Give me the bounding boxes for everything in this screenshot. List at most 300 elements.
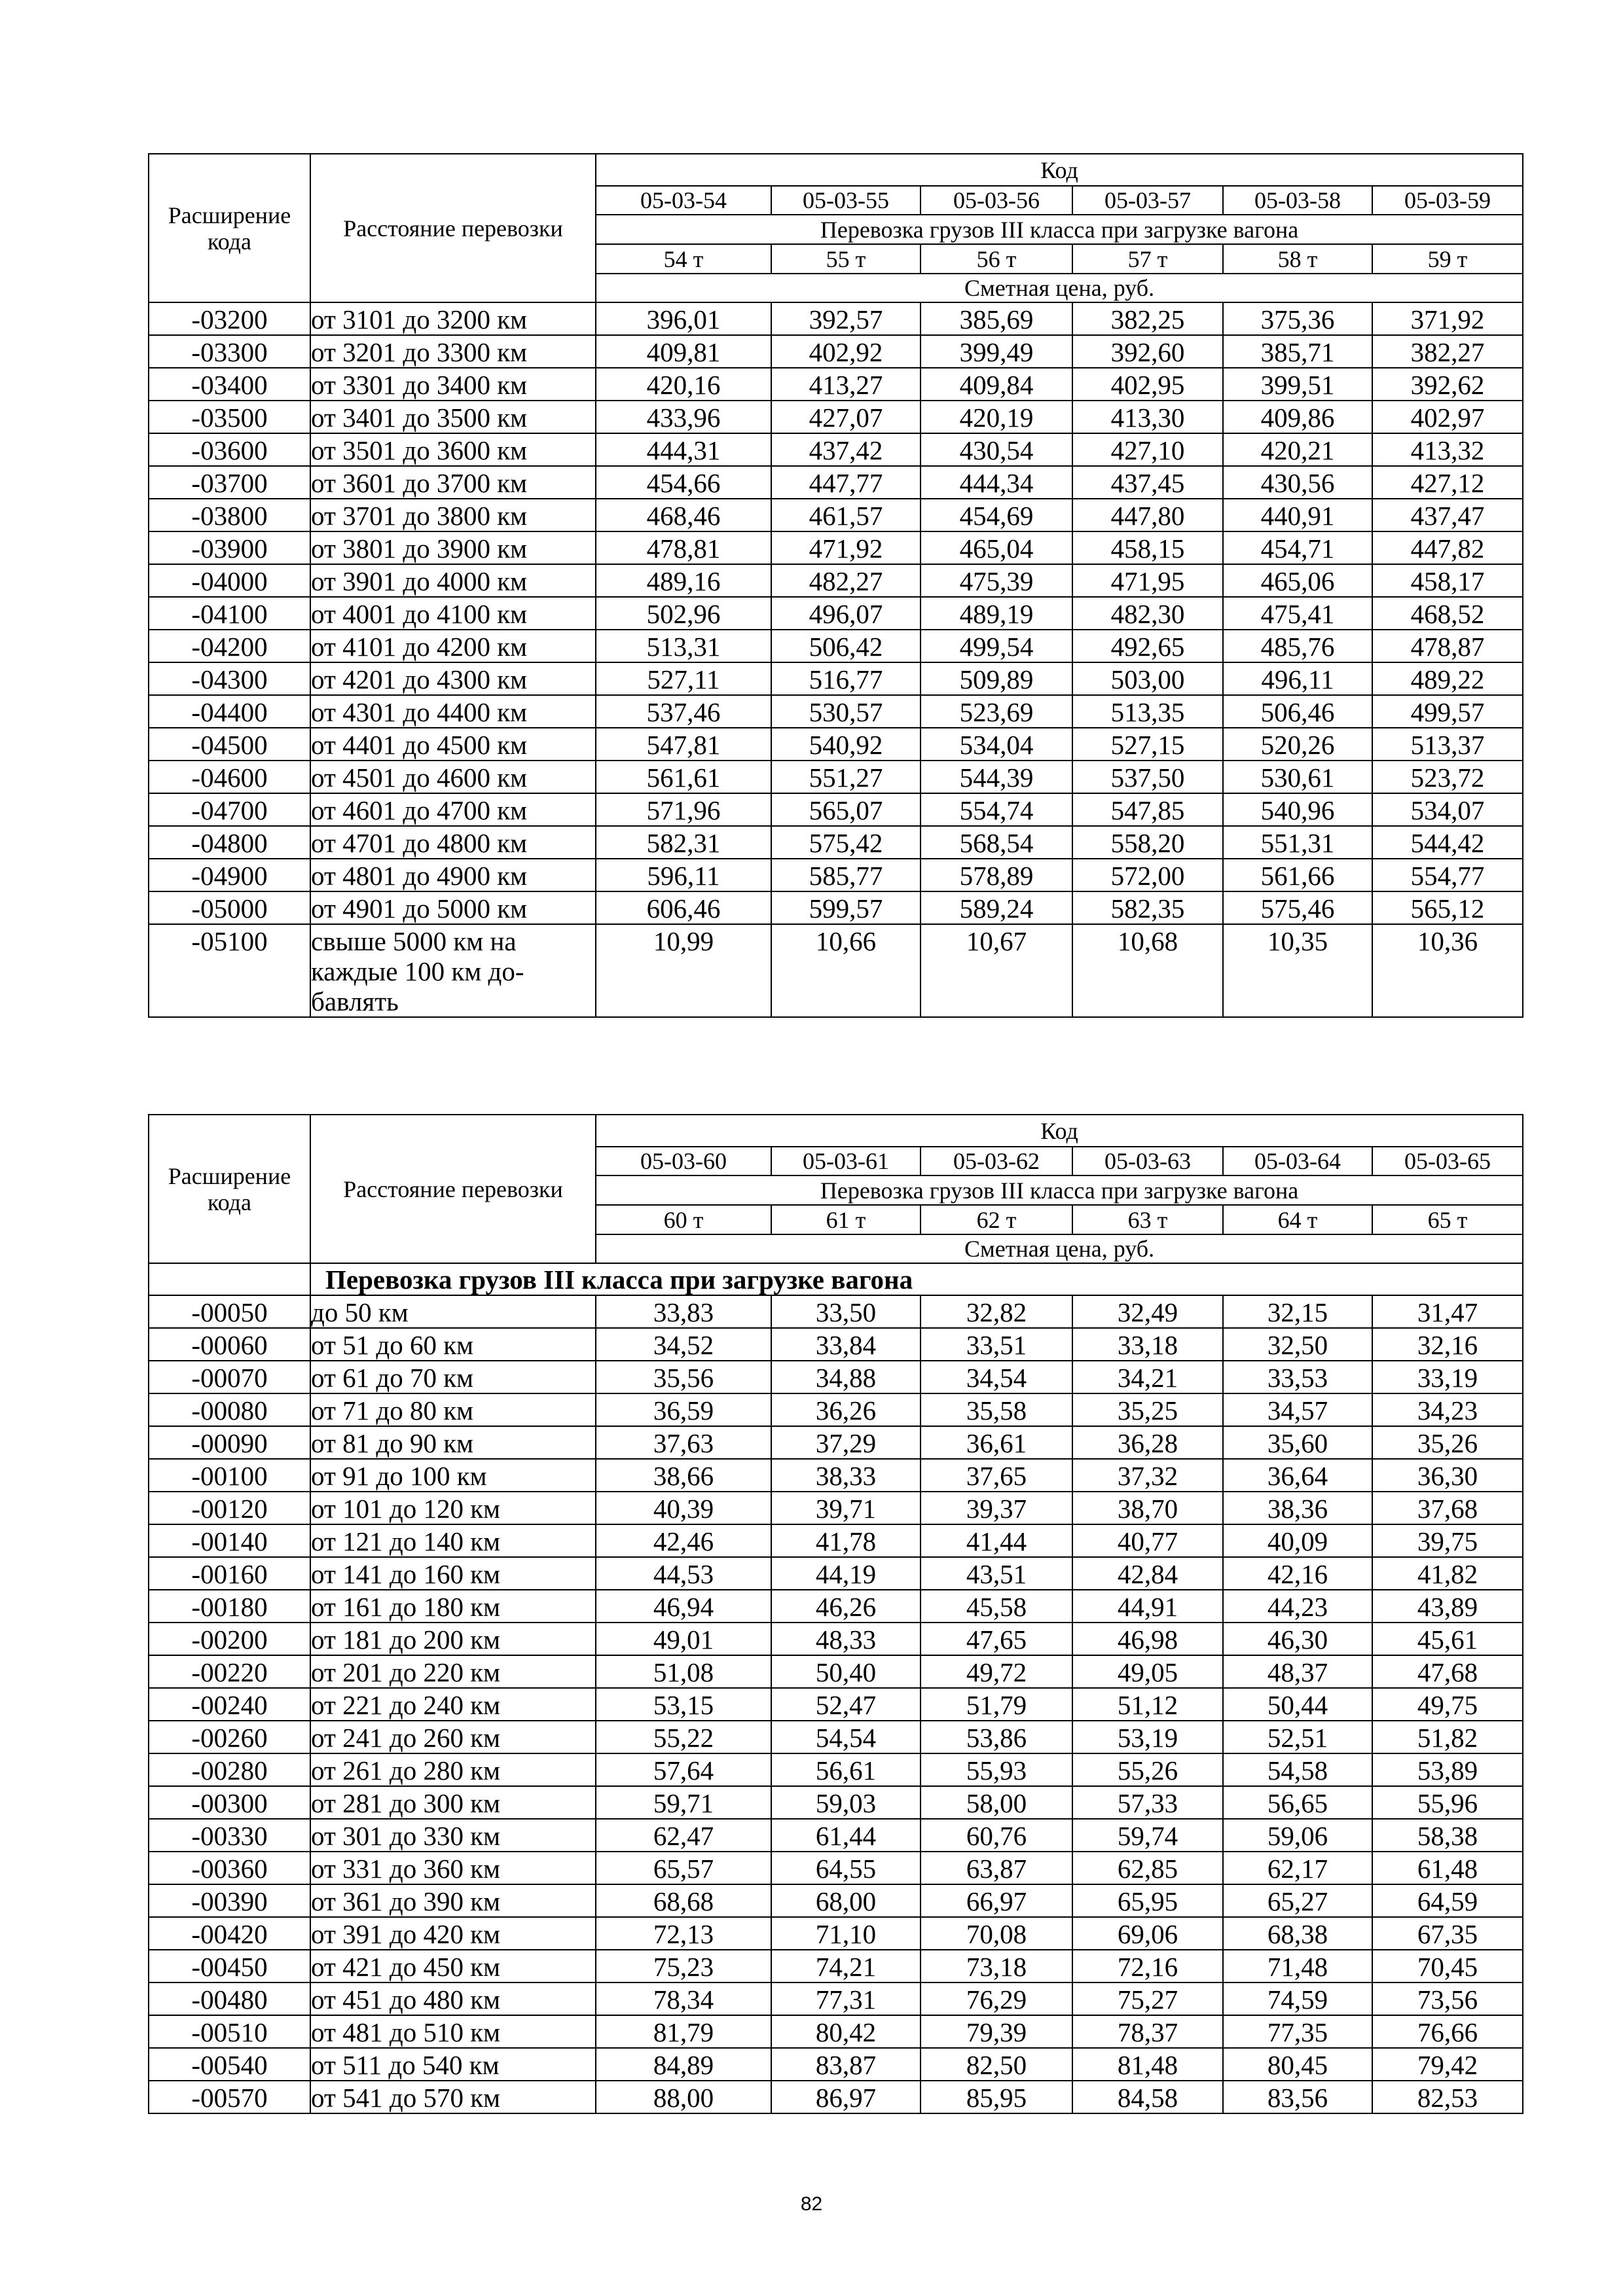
price-cell: 50,40	[771, 1655, 921, 1688]
distance-cell: от 451 до 480 км	[310, 1982, 596, 2015]
header-distance: Расстояние перевозки	[310, 1115, 596, 1263]
price-cell: 10,35	[1223, 924, 1372, 1017]
header-load: 57 т	[1072, 244, 1223, 274]
price-cell: 36,30	[1372, 1459, 1523, 1492]
price-cell: 47,65	[921, 1623, 1072, 1655]
price-cell: 49,72	[921, 1655, 1072, 1688]
section-row	[149, 1263, 1523, 1295]
table-row	[149, 1361, 1523, 1393]
price-cell: 38,66	[596, 1459, 771, 1492]
price-cell: 74,21	[771, 1950, 921, 1982]
price-cell: 547,85	[1072, 793, 1223, 826]
price-cell: 34,23	[1372, 1393, 1523, 1426]
table-row	[149, 1917, 1523, 1950]
price-cell: 468,52	[1372, 597, 1523, 630]
price-cell: 41,78	[771, 1524, 921, 1557]
rate-table-header	[149, 1115, 1523, 1263]
extension-code-cell: -00540	[149, 2048, 310, 2081]
price-cell: 76,66	[1372, 2015, 1523, 2048]
price-cell: 502,96	[596, 597, 771, 630]
price-cell: 37,68	[1372, 1492, 1523, 1524]
price-cell: 45,61	[1372, 1623, 1523, 1655]
distance-cell: от 3701 до 3800 км	[310, 499, 596, 531]
price-cell: 33,18	[1072, 1328, 1223, 1361]
table-row	[149, 630, 1523, 662]
price-cell: 82,53	[1372, 2081, 1523, 2113]
extension-code-cell: -03800	[149, 499, 310, 531]
price-cell: 471,92	[771, 531, 921, 564]
price-cell: 392,60	[1072, 335, 1223, 368]
price-cell: 33,83	[596, 1295, 771, 1328]
price-cell: 79,42	[1372, 2048, 1523, 2081]
price-cell: 10,99	[596, 924, 771, 1017]
price-cell: 506,46	[1223, 695, 1372, 728]
price-cell: 520,26	[1223, 728, 1372, 761]
price-cell: 437,47	[1372, 499, 1523, 531]
distance-cell: от 4601 до 4700 км	[310, 793, 596, 826]
price-cell: 458,17	[1372, 564, 1523, 597]
price-cell: 447,77	[771, 466, 921, 499]
extension-code-cell: -00450	[149, 1950, 310, 1982]
price-cell: 599,57	[771, 891, 921, 924]
price-cell: 475,41	[1223, 597, 1372, 630]
distance-cell: от 3601 до 3700 км	[310, 466, 596, 499]
price-cell: 54,54	[771, 1721, 921, 1753]
distance-cell: от 4301 до 4400 км	[310, 695, 596, 728]
header-load: 58 т	[1223, 244, 1372, 274]
price-cell: 56,65	[1223, 1786, 1372, 1819]
price-cell: 53,89	[1372, 1753, 1523, 1786]
price-cell: 447,80	[1072, 499, 1223, 531]
table-row	[149, 401, 1523, 433]
header-price-label: Сметная цена, руб.	[596, 274, 1523, 302]
price-cell: 371,92	[1372, 302, 1523, 335]
extension-code-cell: -03500	[149, 401, 310, 433]
price-cell: 444,31	[596, 433, 771, 466]
price-cell: 10,66	[771, 924, 921, 1017]
price-cell: 78,37	[1072, 2015, 1223, 2048]
price-cell: 39,71	[771, 1492, 921, 1524]
price-cell: 572,00	[1072, 859, 1223, 891]
price-cell: 72,13	[596, 1917, 771, 1950]
price-cell: 59,71	[596, 1786, 771, 1819]
table-row	[149, 1524, 1523, 1557]
price-cell: 37,29	[771, 1426, 921, 1459]
price-cell: 427,07	[771, 401, 921, 433]
price-cell: 396,01	[596, 302, 771, 335]
table-row	[149, 662, 1523, 695]
price-cell: 537,46	[596, 695, 771, 728]
price-cell: 568,54	[921, 826, 1072, 859]
price-cell: 70,08	[921, 1917, 1072, 1950]
price-cell: 58,00	[921, 1786, 1072, 1819]
price-cell: 10,36	[1372, 924, 1523, 1017]
price-cell: 399,51	[1223, 368, 1372, 401]
distance-cell: от 4501 до 4600 км	[310, 761, 596, 793]
price-cell: 38,33	[771, 1459, 921, 1492]
price-cell: 499,54	[921, 630, 1072, 662]
price-cell: 527,15	[1072, 728, 1223, 761]
price-cell: 33,51	[921, 1328, 1072, 1361]
price-cell: 489,22	[1372, 662, 1523, 695]
price-cell: 68,38	[1223, 1917, 1372, 1950]
price-cell: 64,59	[1372, 1884, 1523, 1917]
price-cell: 575,42	[771, 826, 921, 859]
price-cell: 10,68	[1072, 924, 1223, 1017]
price-cell: 82,50	[921, 2048, 1072, 2081]
price-cell: 513,31	[596, 630, 771, 662]
distance-cell: от 301 до 330 км	[310, 1819, 596, 1852]
price-cell: 63,87	[921, 1852, 1072, 1884]
price-cell: 51,82	[1372, 1721, 1523, 1753]
price-cell: 544,42	[1372, 826, 1523, 859]
price-cell: 65,27	[1223, 1884, 1372, 1917]
extension-code-cell: -03400	[149, 368, 310, 401]
price-cell: 427,10	[1072, 433, 1223, 466]
price-cell: 37,65	[921, 1459, 1072, 1492]
price-cell: 585,77	[771, 859, 921, 891]
distance-cell: от 541 до 570 км	[310, 2081, 596, 2113]
extension-code-cell: -00050	[149, 1295, 310, 1328]
price-cell: 41,44	[921, 1524, 1072, 1557]
price-cell: 575,46	[1223, 891, 1372, 924]
price-cell: 413,27	[771, 368, 921, 401]
price-cell: 62,47	[596, 1819, 771, 1852]
table-row	[149, 564, 1523, 597]
price-cell: 67,35	[1372, 1917, 1523, 1950]
table-row	[149, 1623, 1523, 1655]
price-cell: 516,77	[771, 662, 921, 695]
price-cell: 60,76	[921, 1819, 1072, 1852]
price-cell: 471,95	[1072, 564, 1223, 597]
price-cell: 413,30	[1072, 401, 1223, 433]
price-cell: 513,37	[1372, 728, 1523, 761]
table-row	[149, 302, 1523, 335]
price-cell: 35,56	[596, 1361, 771, 1393]
price-cell: 385,71	[1223, 335, 1372, 368]
distance-cell: от 481 до 510 км	[310, 2015, 596, 2048]
price-cell: 70,45	[1372, 1950, 1523, 1982]
header-price-label: Сметная цена, руб.	[596, 1234, 1523, 1263]
price-cell: 523,72	[1372, 761, 1523, 793]
price-cell: 76,29	[921, 1982, 1072, 2015]
distance-cell: от 4801 до 4900 км	[310, 859, 596, 891]
price-cell: 437,45	[1072, 466, 1223, 499]
price-cell: 85,95	[921, 2081, 1072, 2113]
extension-code-cell: -00510	[149, 2015, 310, 2048]
price-cell: 530,57	[771, 695, 921, 728]
price-cell: 37,63	[596, 1426, 771, 1459]
distance-cell: от 51 до 60 км	[310, 1328, 596, 1361]
price-cell: 399,49	[921, 335, 1072, 368]
price-cell: 551,31	[1223, 826, 1372, 859]
extension-code-cell: -00140	[149, 1524, 310, 1557]
rate-table-2	[148, 1114, 1523, 2114]
price-cell: 430,56	[1223, 466, 1372, 499]
table-row	[149, 1982, 1523, 2015]
table-row	[149, 1884, 1523, 1917]
price-cell: 55,22	[596, 1721, 771, 1753]
price-cell: 42,84	[1072, 1557, 1223, 1590]
extension-code-cell: -00200	[149, 1623, 310, 1655]
table-row	[149, 793, 1523, 826]
distance-cell: от 4701 до 4800 км	[310, 826, 596, 859]
price-cell: 499,57	[1372, 695, 1523, 728]
price-cell: 489,19	[921, 597, 1072, 630]
price-cell: 59,74	[1072, 1819, 1223, 1852]
price-cell: 558,20	[1072, 826, 1223, 859]
price-cell: 40,09	[1223, 1524, 1372, 1557]
table-row	[149, 1295, 1523, 1328]
price-cell: 45,58	[921, 1590, 1072, 1623]
distance-cell: свыше 5000 км на каждые 100 км до- бавлять	[310, 924, 596, 1017]
price-cell: 554,74	[921, 793, 1072, 826]
extension-code-cell: -03600	[149, 433, 310, 466]
price-cell: 447,82	[1372, 531, 1523, 564]
table-row	[149, 728, 1523, 761]
rate-table-header	[149, 154, 1523, 302]
rate-table-body	[149, 1263, 1523, 2113]
price-cell: 35,60	[1223, 1426, 1372, 1459]
header-cargo-description: Перевозка грузов III класса при загрузке вагона	[596, 215, 1523, 244]
price-cell: 402,95	[1072, 368, 1223, 401]
price-cell: 49,05	[1072, 1655, 1223, 1688]
table-row	[149, 368, 1523, 401]
table-row	[149, 597, 1523, 630]
price-cell: 465,04	[921, 531, 1072, 564]
price-cell: 53,15	[596, 1688, 771, 1721]
distance-cell: от 3501 до 3600 км	[310, 433, 596, 466]
price-cell: 402,97	[1372, 401, 1523, 433]
price-cell: 34,88	[771, 1361, 921, 1393]
price-cell: 547,81	[596, 728, 771, 761]
table-row	[149, 1721, 1523, 1753]
price-cell: 48,37	[1223, 1655, 1372, 1688]
price-cell: 43,89	[1372, 1590, 1523, 1623]
table-row	[149, 924, 1523, 1017]
price-cell: 578,89	[921, 859, 1072, 891]
distance-cell: от 3101 до 3200 км	[310, 302, 596, 335]
header-cargo-description: Перевозка грузов III класса при загрузке вагона	[596, 1175, 1523, 1205]
header-load: 60 т	[596, 1205, 771, 1234]
price-cell: 88,00	[596, 2081, 771, 2113]
price-cell: 440,91	[1223, 499, 1372, 531]
price-cell: 420,19	[921, 401, 1072, 433]
extension-code-cell: -00120	[149, 1492, 310, 1524]
price-cell: 37,32	[1072, 1459, 1223, 1492]
header-code: 05-03-63	[1072, 1147, 1223, 1175]
price-cell: 51,12	[1072, 1688, 1223, 1721]
price-cell: 554,77	[1372, 859, 1523, 891]
price-cell: 392,62	[1372, 368, 1523, 401]
price-cell: 10,67	[921, 924, 1072, 1017]
price-cell: 46,98	[1072, 1623, 1223, 1655]
price-cell: 62,17	[1223, 1852, 1372, 1884]
price-cell: 458,15	[1072, 531, 1223, 564]
price-cell: 589,24	[921, 891, 1072, 924]
price-cell: 38,70	[1072, 1492, 1223, 1524]
distance-cell: от 241 до 260 км	[310, 1721, 596, 1753]
price-cell: 32,15	[1223, 1295, 1372, 1328]
distance-cell: от 261 до 280 км	[310, 1753, 596, 1786]
distance-cell: от 4401 до 4500 км	[310, 728, 596, 761]
extension-code-cell: -04800	[149, 826, 310, 859]
distance-cell: от 3401 до 3500 км	[310, 401, 596, 433]
price-cell: 81,79	[596, 2015, 771, 2048]
price-cell: 65,57	[596, 1852, 771, 1884]
header-load: 59 т	[1372, 244, 1523, 274]
price-cell: 72,16	[1072, 1950, 1223, 1982]
extension-code-cell: -04400	[149, 695, 310, 728]
price-cell: 77,35	[1223, 2015, 1372, 2048]
price-cell: 534,07	[1372, 793, 1523, 826]
extension-code-cell: -00360	[149, 1852, 310, 1884]
extension-code-cell: -04200	[149, 630, 310, 662]
price-cell: 84,89	[596, 2048, 771, 2081]
table-row	[149, 1688, 1523, 1721]
price-cell: 61,44	[771, 1819, 921, 1852]
header-code-label: Код	[596, 154, 1523, 186]
distance-cell: от 4201 до 4300 км	[310, 662, 596, 695]
price-cell: 50,44	[1223, 1688, 1372, 1721]
price-cell: 530,61	[1223, 761, 1372, 793]
header-code: 05-03-59	[1372, 186, 1523, 215]
price-cell: 55,93	[921, 1753, 1072, 1786]
extension-code-cell: -05100	[149, 924, 310, 1017]
price-cell: 33,50	[771, 1295, 921, 1328]
price-cell: 38,36	[1223, 1492, 1372, 1524]
price-cell: 437,42	[771, 433, 921, 466]
price-cell: 444,34	[921, 466, 1072, 499]
distance-cell: от 391 до 420 км	[310, 1917, 596, 1950]
price-cell: 33,53	[1223, 1361, 1372, 1393]
price-cell: 492,65	[1072, 630, 1223, 662]
price-cell: 42,46	[596, 1524, 771, 1557]
price-cell: 454,66	[596, 466, 771, 499]
price-cell: 83,56	[1223, 2081, 1372, 2113]
header-load: 63 т	[1072, 1205, 1223, 1234]
price-cell: 66,97	[921, 1884, 1072, 1917]
price-cell: 71,10	[771, 1917, 921, 1950]
price-cell: 561,66	[1223, 859, 1372, 891]
price-cell: 83,87	[771, 2048, 921, 2081]
table-row	[149, 433, 1523, 466]
price-cell: 509,89	[921, 662, 1072, 695]
distance-cell: от 181 до 200 км	[310, 1623, 596, 1655]
distance-cell: от 91 до 100 км	[310, 1459, 596, 1492]
price-cell: 496,11	[1223, 662, 1372, 695]
price-cell: 64,55	[771, 1852, 921, 1884]
distance-cell: от 3301 до 3400 км	[310, 368, 596, 401]
price-cell: 42,16	[1223, 1557, 1372, 1590]
table-row	[149, 1557, 1523, 1590]
header-code: 05-03-61	[771, 1147, 921, 1175]
header-load: 56 т	[921, 244, 1072, 274]
price-cell: 46,94	[596, 1590, 771, 1623]
price-cell: 496,07	[771, 597, 921, 630]
price-cell: 36,61	[921, 1426, 1072, 1459]
table-row	[149, 2048, 1523, 2081]
header-load: 55 т	[771, 244, 921, 274]
extension-code-cell: -00070	[149, 1361, 310, 1393]
header-load: 65 т	[1372, 1205, 1523, 1234]
price-cell: 40,39	[596, 1492, 771, 1524]
table-row	[149, 695, 1523, 728]
extension-code-cell: -04600	[149, 761, 310, 793]
extension-code-cell: -04000	[149, 564, 310, 597]
price-cell: 75,27	[1072, 1982, 1223, 2015]
price-cell: 35,25	[1072, 1393, 1223, 1426]
price-cell: 44,23	[1223, 1590, 1372, 1623]
price-cell: 478,81	[596, 531, 771, 564]
price-cell: 34,21	[1072, 1361, 1223, 1393]
price-cell: 36,26	[771, 1393, 921, 1426]
price-cell: 34,52	[596, 1328, 771, 1361]
distance-cell: от 81 до 90 км	[310, 1426, 596, 1459]
price-cell: 482,27	[771, 564, 921, 597]
price-cell: 80,45	[1223, 2048, 1372, 2081]
price-cell: 49,01	[596, 1623, 771, 1655]
price-cell: 35,58	[921, 1393, 1072, 1426]
price-cell: 478,87	[1372, 630, 1523, 662]
price-cell: 461,57	[771, 499, 921, 531]
price-cell: 32,16	[1372, 1328, 1523, 1361]
rate-table-body	[149, 302, 1523, 1017]
price-cell: 540,96	[1223, 793, 1372, 826]
table-row	[149, 1753, 1523, 1786]
section-blank-cell	[149, 1263, 310, 1295]
header-distance: Расстояние перевозки	[310, 154, 596, 302]
table-row	[149, 2081, 1523, 2113]
extension-code-cell: -00420	[149, 1917, 310, 1950]
price-cell: 582,35	[1072, 891, 1223, 924]
price-cell: 513,35	[1072, 695, 1223, 728]
price-cell: 35,26	[1372, 1426, 1523, 1459]
table-row	[149, 335, 1523, 368]
extension-code-cell: -04100	[149, 597, 310, 630]
price-cell: 571,96	[596, 793, 771, 826]
price-cell: 55,26	[1072, 1753, 1223, 1786]
price-cell: 382,25	[1072, 302, 1223, 335]
price-cell: 51,08	[596, 1655, 771, 1688]
table-row	[149, 1590, 1523, 1623]
price-cell: 44,53	[596, 1557, 771, 1590]
price-cell: 62,85	[1072, 1852, 1223, 1884]
price-cell: 596,11	[596, 859, 771, 891]
price-cell: 51,79	[921, 1688, 1072, 1721]
price-cell: 433,96	[596, 401, 771, 433]
extension-code-cell: -04700	[149, 793, 310, 826]
distance-cell: от 331 до 360 км	[310, 1852, 596, 1884]
distance-cell: от 4001 до 4100 км	[310, 597, 596, 630]
price-cell: 409,81	[596, 335, 771, 368]
price-cell: 77,31	[771, 1982, 921, 2015]
extension-code-cell: -03200	[149, 302, 310, 335]
price-cell: 31,47	[1372, 1295, 1523, 1328]
price-cell: 409,84	[921, 368, 1072, 401]
price-cell: 57,33	[1072, 1786, 1223, 1819]
distance-cell: от 61 до 70 км	[310, 1361, 596, 1393]
extension-code-cell: -00060	[149, 1328, 310, 1361]
price-cell: 489,16	[596, 564, 771, 597]
section-title: Перевозка грузов III класса при загрузке вагона	[310, 1263, 1523, 1295]
price-cell: 561,61	[596, 761, 771, 793]
header-load: 54 т	[596, 244, 771, 274]
table-row	[149, 1786, 1523, 1819]
distance-cell: от 4101 до 4200 км	[310, 630, 596, 662]
price-cell: 34,57	[1223, 1393, 1372, 1426]
header-code: 05-03-58	[1223, 186, 1372, 215]
